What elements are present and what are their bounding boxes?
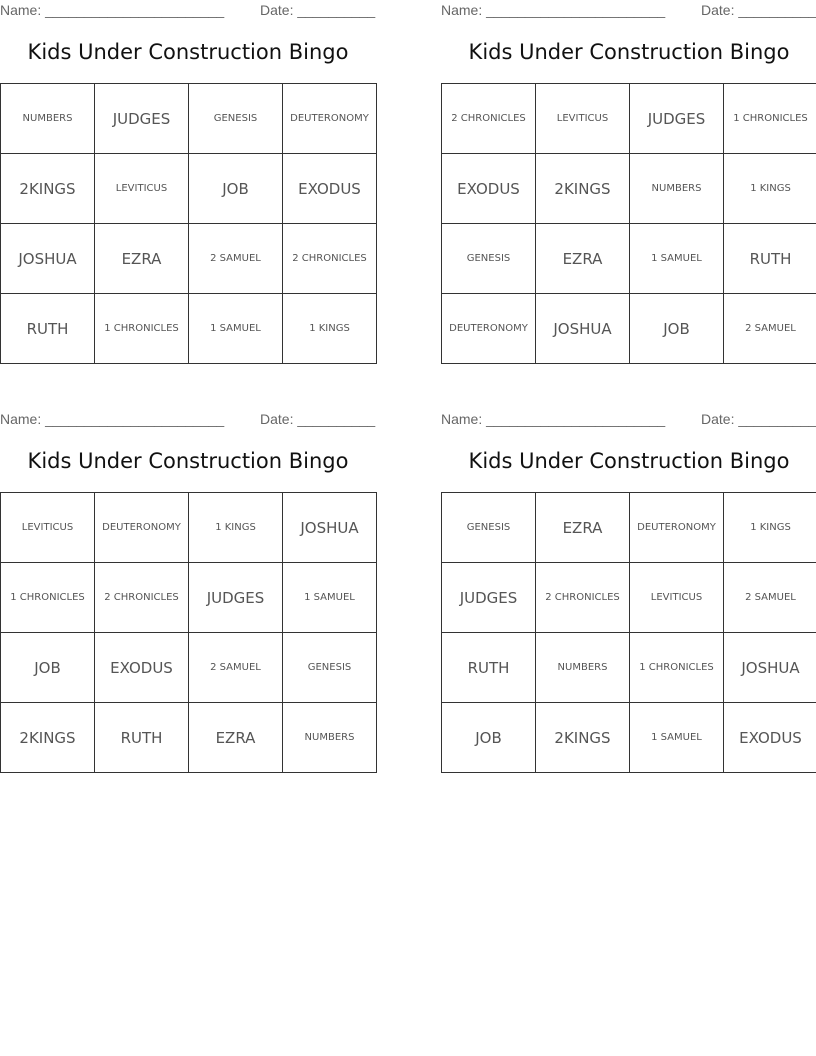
bingo-cell[interactable]: 1 CHRONICLES [724, 84, 816, 154]
card-title: Kids Under Construction Bingo [27, 40, 349, 64]
bingo-cell[interactable]: RUTH [95, 703, 189, 773]
bingo-cell[interactable]: JOB [442, 703, 536, 773]
bingo-card [0, 0, 376, 372]
bingo-cell[interactable]: GENESIS [189, 84, 283, 154]
bingo-cell[interactable]: DEUTERONOMY [95, 493, 189, 563]
grid-row [442, 294, 816, 364]
grid-row [442, 84, 816, 154]
bingo-cell[interactable]: 2 CHRONICLES [283, 224, 377, 294]
grid-row [442, 493, 816, 563]
grid-row [1, 84, 377, 154]
date-field[interactable]: Date: __________ [701, 411, 816, 427]
name-date-line [441, 411, 816, 429]
bingo-cell[interactable]: 2 SAMUEL [189, 633, 283, 703]
bingo-cell[interactable]: 2KINGS [536, 703, 630, 773]
name-date-line [0, 411, 376, 429]
bingo-cell[interactable]: EXODUS [724, 703, 816, 773]
bingo-cell[interactable]: JOSHUA [536, 294, 630, 364]
bingo-cell[interactable]: 1 KINGS [724, 493, 816, 563]
bingo-grid [441, 492, 816, 773]
bingo-cell[interactable]: 1 CHRONICLES [1, 563, 95, 633]
date-field[interactable]: Date: __________ [701, 2, 816, 18]
bingo-cell[interactable]: 2 CHRONICLES [536, 563, 630, 633]
bingo-cell[interactable]: LEVITICUS [630, 563, 724, 633]
bingo-cell[interactable]: NUMBERS [630, 154, 724, 224]
name-field[interactable]: Name: _______________________ [0, 2, 225, 18]
bingo-card [441, 409, 816, 781]
name-field[interactable]: Name: _______________________ [441, 411, 666, 427]
bingo-cell[interactable]: RUTH [442, 633, 536, 703]
date-field[interactable]: Date: __________ [260, 2, 376, 18]
grid-row [442, 633, 816, 703]
bingo-cell[interactable]: JOSHUA [724, 633, 816, 703]
bingo-cell[interactable]: GENESIS [442, 224, 536, 294]
bingo-cell[interactable]: EZRA [189, 703, 283, 773]
name-field[interactable]: Name: _______________________ [441, 2, 666, 18]
bingo-cell[interactable]: 1 SAMUEL [630, 224, 724, 294]
name-date-line [0, 2, 376, 20]
bingo-cell[interactable]: NUMBERS [1, 84, 95, 154]
bingo-cell[interactable]: 1 SAMUEL [283, 563, 377, 633]
bingo-cell[interactable]: 2 CHRONICLES [442, 84, 536, 154]
bingo-cell[interactable]: 1 CHRONICLES [630, 633, 724, 703]
bingo-cell[interactable]: NUMBERS [536, 633, 630, 703]
bingo-cell[interactable]: JUDGES [630, 84, 724, 154]
bingo-cell[interactable]: DEUTERONOMY [283, 84, 377, 154]
bingo-card [441, 0, 816, 372]
grid-row [442, 703, 816, 773]
card-title: Kids Under Construction Bingo [468, 40, 790, 64]
bingo-cell[interactable]: 2 CHRONICLES [95, 563, 189, 633]
bingo-cell[interactable]: 2KINGS [536, 154, 630, 224]
bingo-cell[interactable]: 1 SAMUEL [189, 294, 283, 364]
grid-row [1, 493, 377, 563]
name-field[interactable]: Name: _______________________ [0, 411, 225, 427]
bingo-cell[interactable]: EZRA [536, 493, 630, 563]
bingo-cell[interactable]: DEUTERONOMY [442, 294, 536, 364]
bingo-cell[interactable]: JOB [189, 154, 283, 224]
grid-row [1, 703, 377, 773]
bingo-grid [0, 492, 377, 773]
grid-row [1, 224, 377, 294]
bingo-cell[interactable]: EXODUS [283, 154, 377, 224]
grid-row [1, 563, 377, 633]
grid-row [442, 563, 816, 633]
bingo-cell[interactable]: LEVITICUS [536, 84, 630, 154]
bingo-card [0, 409, 376, 781]
bingo-cell[interactable]: NUMBERS [283, 703, 377, 773]
bingo-cell[interactable]: JUDGES [442, 563, 536, 633]
bingo-cell[interactable]: 1 KINGS [283, 294, 377, 364]
bingo-grid [441, 83, 816, 364]
name-date-line [441, 2, 816, 20]
bingo-cell[interactable]: JOB [630, 294, 724, 364]
bingo-cell[interactable]: EXODUS [442, 154, 536, 224]
bingo-cell[interactable]: JOB [1, 633, 95, 703]
bingo-cell[interactable]: RUTH [724, 224, 816, 294]
bingo-cell[interactable]: 2KINGS [1, 703, 95, 773]
grid-row [442, 224, 816, 294]
bingo-cell[interactable]: 1 SAMUEL [630, 703, 724, 773]
bingo-cell[interactable]: LEVITICUS [95, 154, 189, 224]
bingo-cell[interactable]: 2 SAMUEL [189, 224, 283, 294]
bingo-cell[interactable]: EZRA [536, 224, 630, 294]
bingo-cell[interactable]: 2 SAMUEL [724, 294, 816, 364]
grid-row [1, 294, 377, 364]
grid-row [442, 154, 816, 224]
bingo-cell[interactable]: 1 KINGS [724, 154, 816, 224]
bingo-cell[interactable]: 1 CHRONICLES [95, 294, 189, 364]
bingo-cell[interactable]: JOSHUA [1, 224, 95, 294]
bingo-cell[interactable]: GENESIS [442, 493, 536, 563]
bingo-cell[interactable]: EZRA [95, 224, 189, 294]
bingo-cell[interactable]: RUTH [1, 294, 95, 364]
bingo-cell[interactable]: JOSHUA [283, 493, 377, 563]
date-field[interactable]: Date: __________ [260, 411, 376, 427]
card-title: Kids Under Construction Bingo [27, 449, 349, 473]
bingo-cell[interactable]: EXODUS [95, 633, 189, 703]
bingo-cell[interactable]: LEVITICUS [1, 493, 95, 563]
bingo-cell[interactable]: 2 SAMUEL [724, 563, 816, 633]
bingo-cell[interactable]: GENESIS [283, 633, 377, 703]
bingo-grid [0, 83, 377, 364]
bingo-cell[interactable]: 2KINGS [1, 154, 95, 224]
bingo-cell[interactable]: JUDGES [189, 563, 283, 633]
bingo-cell[interactable]: 1 KINGS [189, 493, 283, 563]
bingo-cell[interactable]: JUDGES [95, 84, 189, 154]
bingo-cell[interactable]: DEUTERONOMY [630, 493, 724, 563]
grid-row [1, 633, 377, 703]
grid-row [1, 154, 377, 224]
card-title: Kids Under Construction Bingo [468, 449, 790, 473]
